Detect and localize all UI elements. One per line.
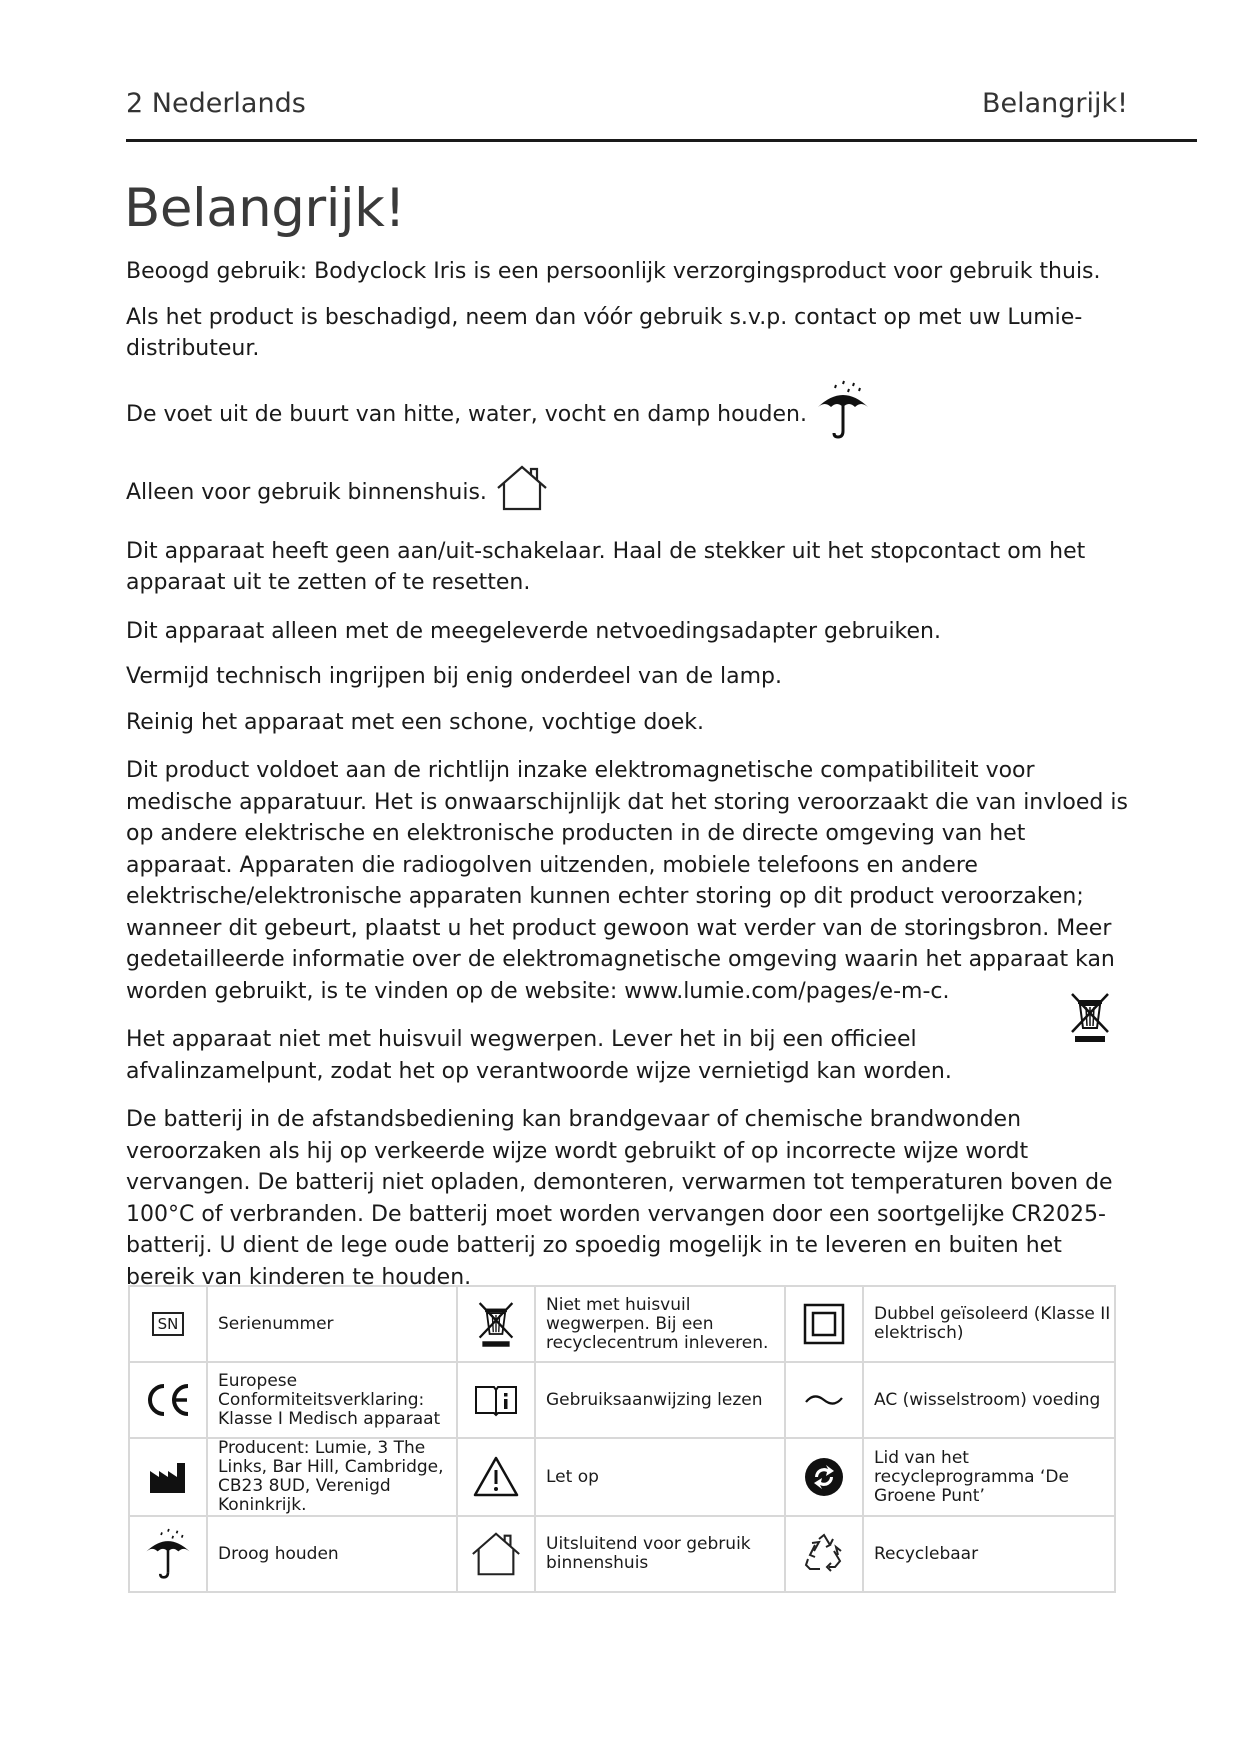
indoor-use-icon bbox=[457, 1516, 535, 1592]
keep-dry-icon bbox=[814, 379, 872, 451]
recyclable-icon bbox=[785, 1516, 863, 1592]
green-dot-icon bbox=[785, 1438, 863, 1516]
table-row bbox=[129, 1286, 1115, 1362]
disposal-paragraph: Het apparaat niet met huisvuil wegwerpen. Lever het in bij een officieel afvalinzamelpunt, zodat het op verantwoorde wijze vernietigd kan worden. bbox=[126, 1027, 952, 1084]
table-row bbox=[129, 1516, 1115, 1592]
symbol-label: Let op bbox=[535, 1438, 785, 1516]
damage-paragraph: Als het product is beschadigd, neem dan vóór gebruik s.v.p. contact op met uw Lumie-distributeur. bbox=[126, 304, 1083, 361]
symbol-label: Lid van het recycleprogramma ‘De Groene Punt’ bbox=[863, 1438, 1115, 1516]
caution-icon bbox=[457, 1438, 535, 1516]
weee-bin-icon bbox=[457, 1286, 535, 1362]
keep-dry-icon bbox=[129, 1516, 207, 1592]
page-number-label: 2 Nederlands bbox=[126, 88, 306, 119]
read-manual-icon bbox=[457, 1362, 535, 1438]
symbol-label: Recyclebaar bbox=[863, 1516, 1115, 1592]
intended-use-paragraph: Beoogd gebruik: Bodyclock Iris is een persoonlijk verzorgingsproduct voor gebruik thuis. bbox=[126, 259, 1101, 284]
section-label: Belangrijk! bbox=[982, 88, 1128, 119]
symbol-label: Producent: Lumie, 3 The Links, Bar Hill, Cambridge, CB23 8UD, Verenigd Koninkrijk. bbox=[207, 1438, 457, 1516]
table-row bbox=[129, 1438, 1115, 1516]
symbol-table bbox=[128, 1285, 1116, 1593]
manufacturer-icon bbox=[129, 1438, 207, 1516]
running-header bbox=[126, 88, 1128, 118]
emc-paragraph: Dit product voldoet aan de richtlijn inzake elektromagnetische compatibiliteit voor medische apparatuur. Het is onwaarschijnlijk dat het storing veroorzaakt die van invloed is op andere elektrische en elektronische producten in de directe omgeving van het apparaat. Apparaten die radiogolven uitzenden, mobiele telefoons en andere elektrische/elektronische apparaten kunnen echter storing op dit product veroorzaken; wanneer dit gebeurt, plaatst u het product gewoon wat verder van de storingsbron. Meer gedetailleerde informatie over de elektromagnetische omgeving waarin het apparaat kan worden gebruikt, is te vinden op de website: www.lumie.com/pages/e-m-c. bbox=[126, 758, 1128, 1004]
power-switch-paragraph: Dit apparaat heeft geen aan/uit-schakelaar. Haal de stekker uit het stopcontact om het apparaat uit te zetten of te resetten. bbox=[126, 538, 1086, 595]
header-rule bbox=[126, 139, 1197, 142]
table-row bbox=[129, 1362, 1115, 1438]
no-tampering-paragraph: Vermijd technisch ingrijpen bij enig onderdeel van de lamp. bbox=[126, 664, 782, 689]
keep-dry-text: De voet uit de buurt van hitte, water, vocht en damp houden. bbox=[126, 401, 807, 427]
cleaning-paragraph: Reinig het apparaat met een schone, vochtige doek. bbox=[126, 709, 705, 735]
indoor-text: Alleen voor gebruik binnenshuis. bbox=[126, 479, 487, 505]
symbol-label: AC (wisselstroom) voeding bbox=[863, 1362, 1115, 1438]
page-title: Belangrijk! bbox=[124, 178, 406, 239]
keep-dry-paragraph bbox=[126, 379, 1136, 451]
adapter-paragraph: Dit apparaat alleen met de meegeleverde netvoedingsadapter gebruiken. bbox=[126, 618, 941, 644]
house-icon bbox=[494, 464, 550, 522]
symbol-label: Europese Conformiteitsverklaring: Klasse I Medisch apparaat bbox=[207, 1362, 457, 1438]
ac-current-icon bbox=[785, 1362, 863, 1438]
symbol-label: Uitsluitend voor gebruik binnenshuis bbox=[535, 1516, 785, 1592]
sn-mark: SN bbox=[152, 1312, 185, 1336]
symbol-label: Dubbel geïsoleerd (Klasse II elektrisch) bbox=[863, 1286, 1115, 1362]
ce-mark-icon bbox=[129, 1362, 207, 1438]
battery-paragraph: De batterij in de afstandsbediening kan brandgevaar of chemische brandwonden veroorzaken als hij op verkeerde wijze wordt gebruikt of op incorrecte wijze wordt vervangen. De batterij niet opladen, demonteren, verwarmen tot temperaturen boven de 100°C of verbranden. De batterij moet worden vervangen door een soortgelijke CR2025-batterij. U dient de lege oude batterij zo spoedig mogelijk in te leveren en buiten het bereik van kinderen te houden. bbox=[126, 1107, 1113, 1290]
symbol-label: Gebruiksaanwijzing lezen bbox=[535, 1362, 785, 1438]
indoor-paragraph bbox=[126, 464, 1136, 522]
serial-number-icon bbox=[129, 1286, 207, 1362]
symbol-label: Niet met huisvuil wegwerpen. Bij een recyclecentrum inleveren. bbox=[535, 1286, 785, 1362]
weee-bin-icon bbox=[1068, 990, 1112, 1044]
double-insulated-icon bbox=[785, 1286, 863, 1362]
symbol-label: Serienummer bbox=[207, 1286, 457, 1362]
body-text bbox=[126, 256, 1136, 1310]
symbol-label: Droog houden bbox=[207, 1516, 457, 1592]
